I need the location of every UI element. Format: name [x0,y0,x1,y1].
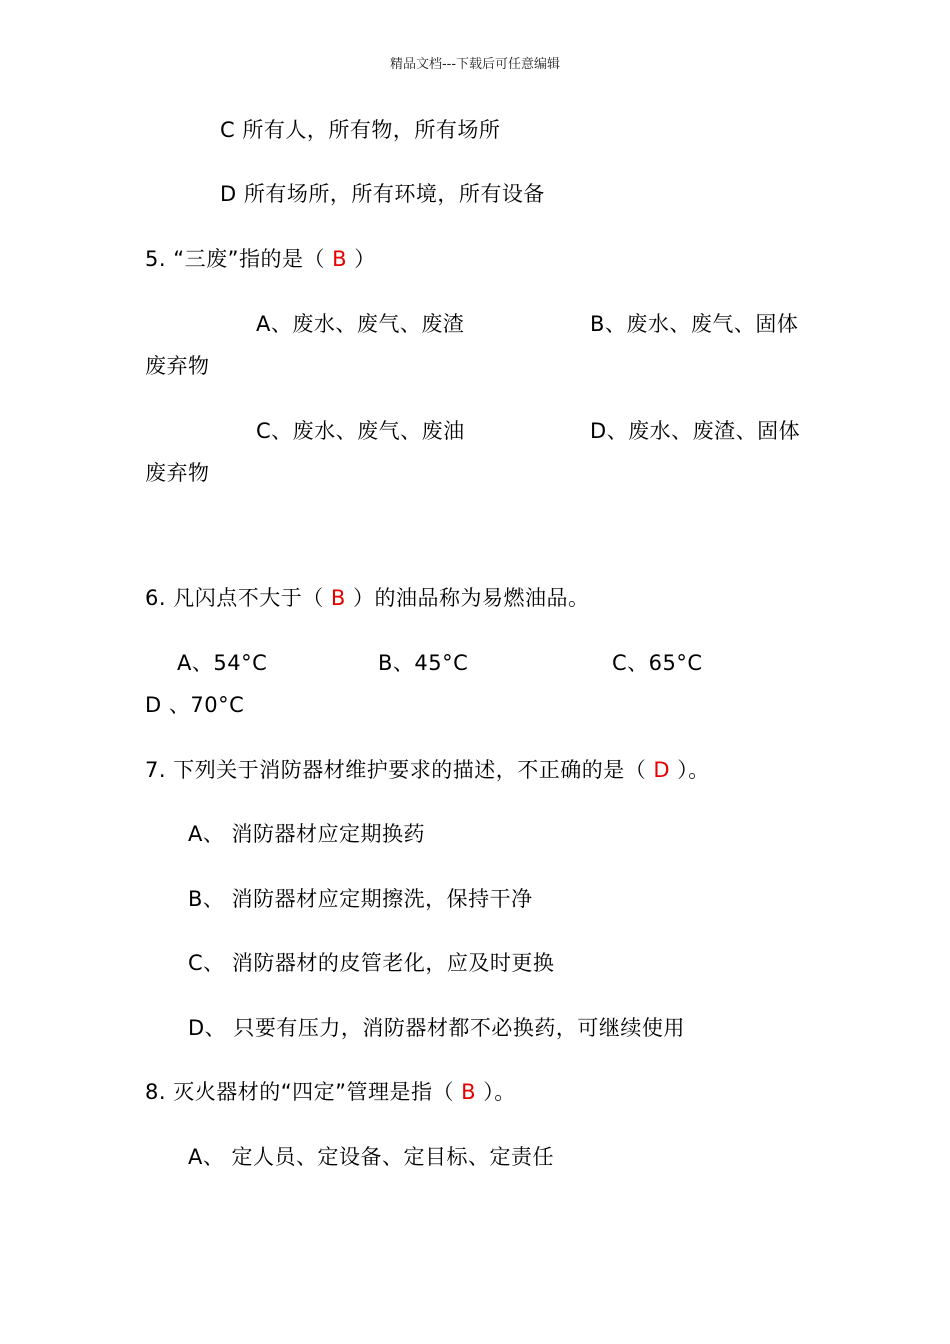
q4-option-c: C 所有人，所有物，所有场所 [220,118,501,142]
q6-option-b: B、45°C [378,651,469,675]
q5-stem-close: ） [347,247,376,271]
q6-option-c: C、65°C [612,651,703,675]
q7-option-d: D、 只要有压力，消防器材都不必换药，可继续使用 [188,1016,685,1040]
q8-stem-close: ）。 [476,1080,516,1104]
q7-option-a: A、 消防器材应定期换药 [188,822,426,846]
q8-stem [145,1079,516,1105]
q5-option-b-wrap: 废弃物 [145,354,210,378]
q7-stem [145,757,710,783]
page-header: 精品文档---下载后可任意编辑 [389,57,561,72]
q6-option-d: D 、70°C [145,693,245,717]
q8-stem-text: 8. 灭火器材的“四定”管理是指（ [145,1080,462,1104]
q6-option-a: A、54°C [177,651,268,675]
q6-answer: B [330,586,346,610]
q5-option-d: D、废水、废渣、固体 [590,419,801,443]
q6-stem [145,585,590,611]
q5-option-d-wrap: 废弃物 [145,461,210,485]
q7-stem-close: ）。 [670,758,710,782]
q8-answer: B [461,1080,477,1104]
q6-stem-close: ）的油品称为易燃油品。 [345,586,590,610]
q5-stem-text: 5. “三废”指的是（ [145,247,333,271]
q5-option-c: C、废水、废气、废油 [256,419,465,443]
q7-option-b: B、 消防器材应定期擦洗，保持干净 [188,887,533,911]
q5-option-b: B、废水、废气、固体 [590,312,799,336]
q4-option-d: D 所有场所，所有环境，所有设备 [220,182,545,206]
q8-option-a: A、 定人员、定设备、定目标、定责任 [188,1145,555,1169]
q7-stem-text: 7. 下列关于消防器材维护要求的描述，不正确的是（ [145,758,654,782]
q7-option-c: C、 消防器材的皮管老化，应及时更换 [188,951,555,975]
q7-answer: D [653,758,671,782]
q5-answer: B [332,247,348,271]
q5-stem [145,246,376,272]
q5-option-a: A、废水、废气、废渣 [256,312,465,336]
q6-stem-text: 6. 凡闪点不大于（ [145,586,331,610]
